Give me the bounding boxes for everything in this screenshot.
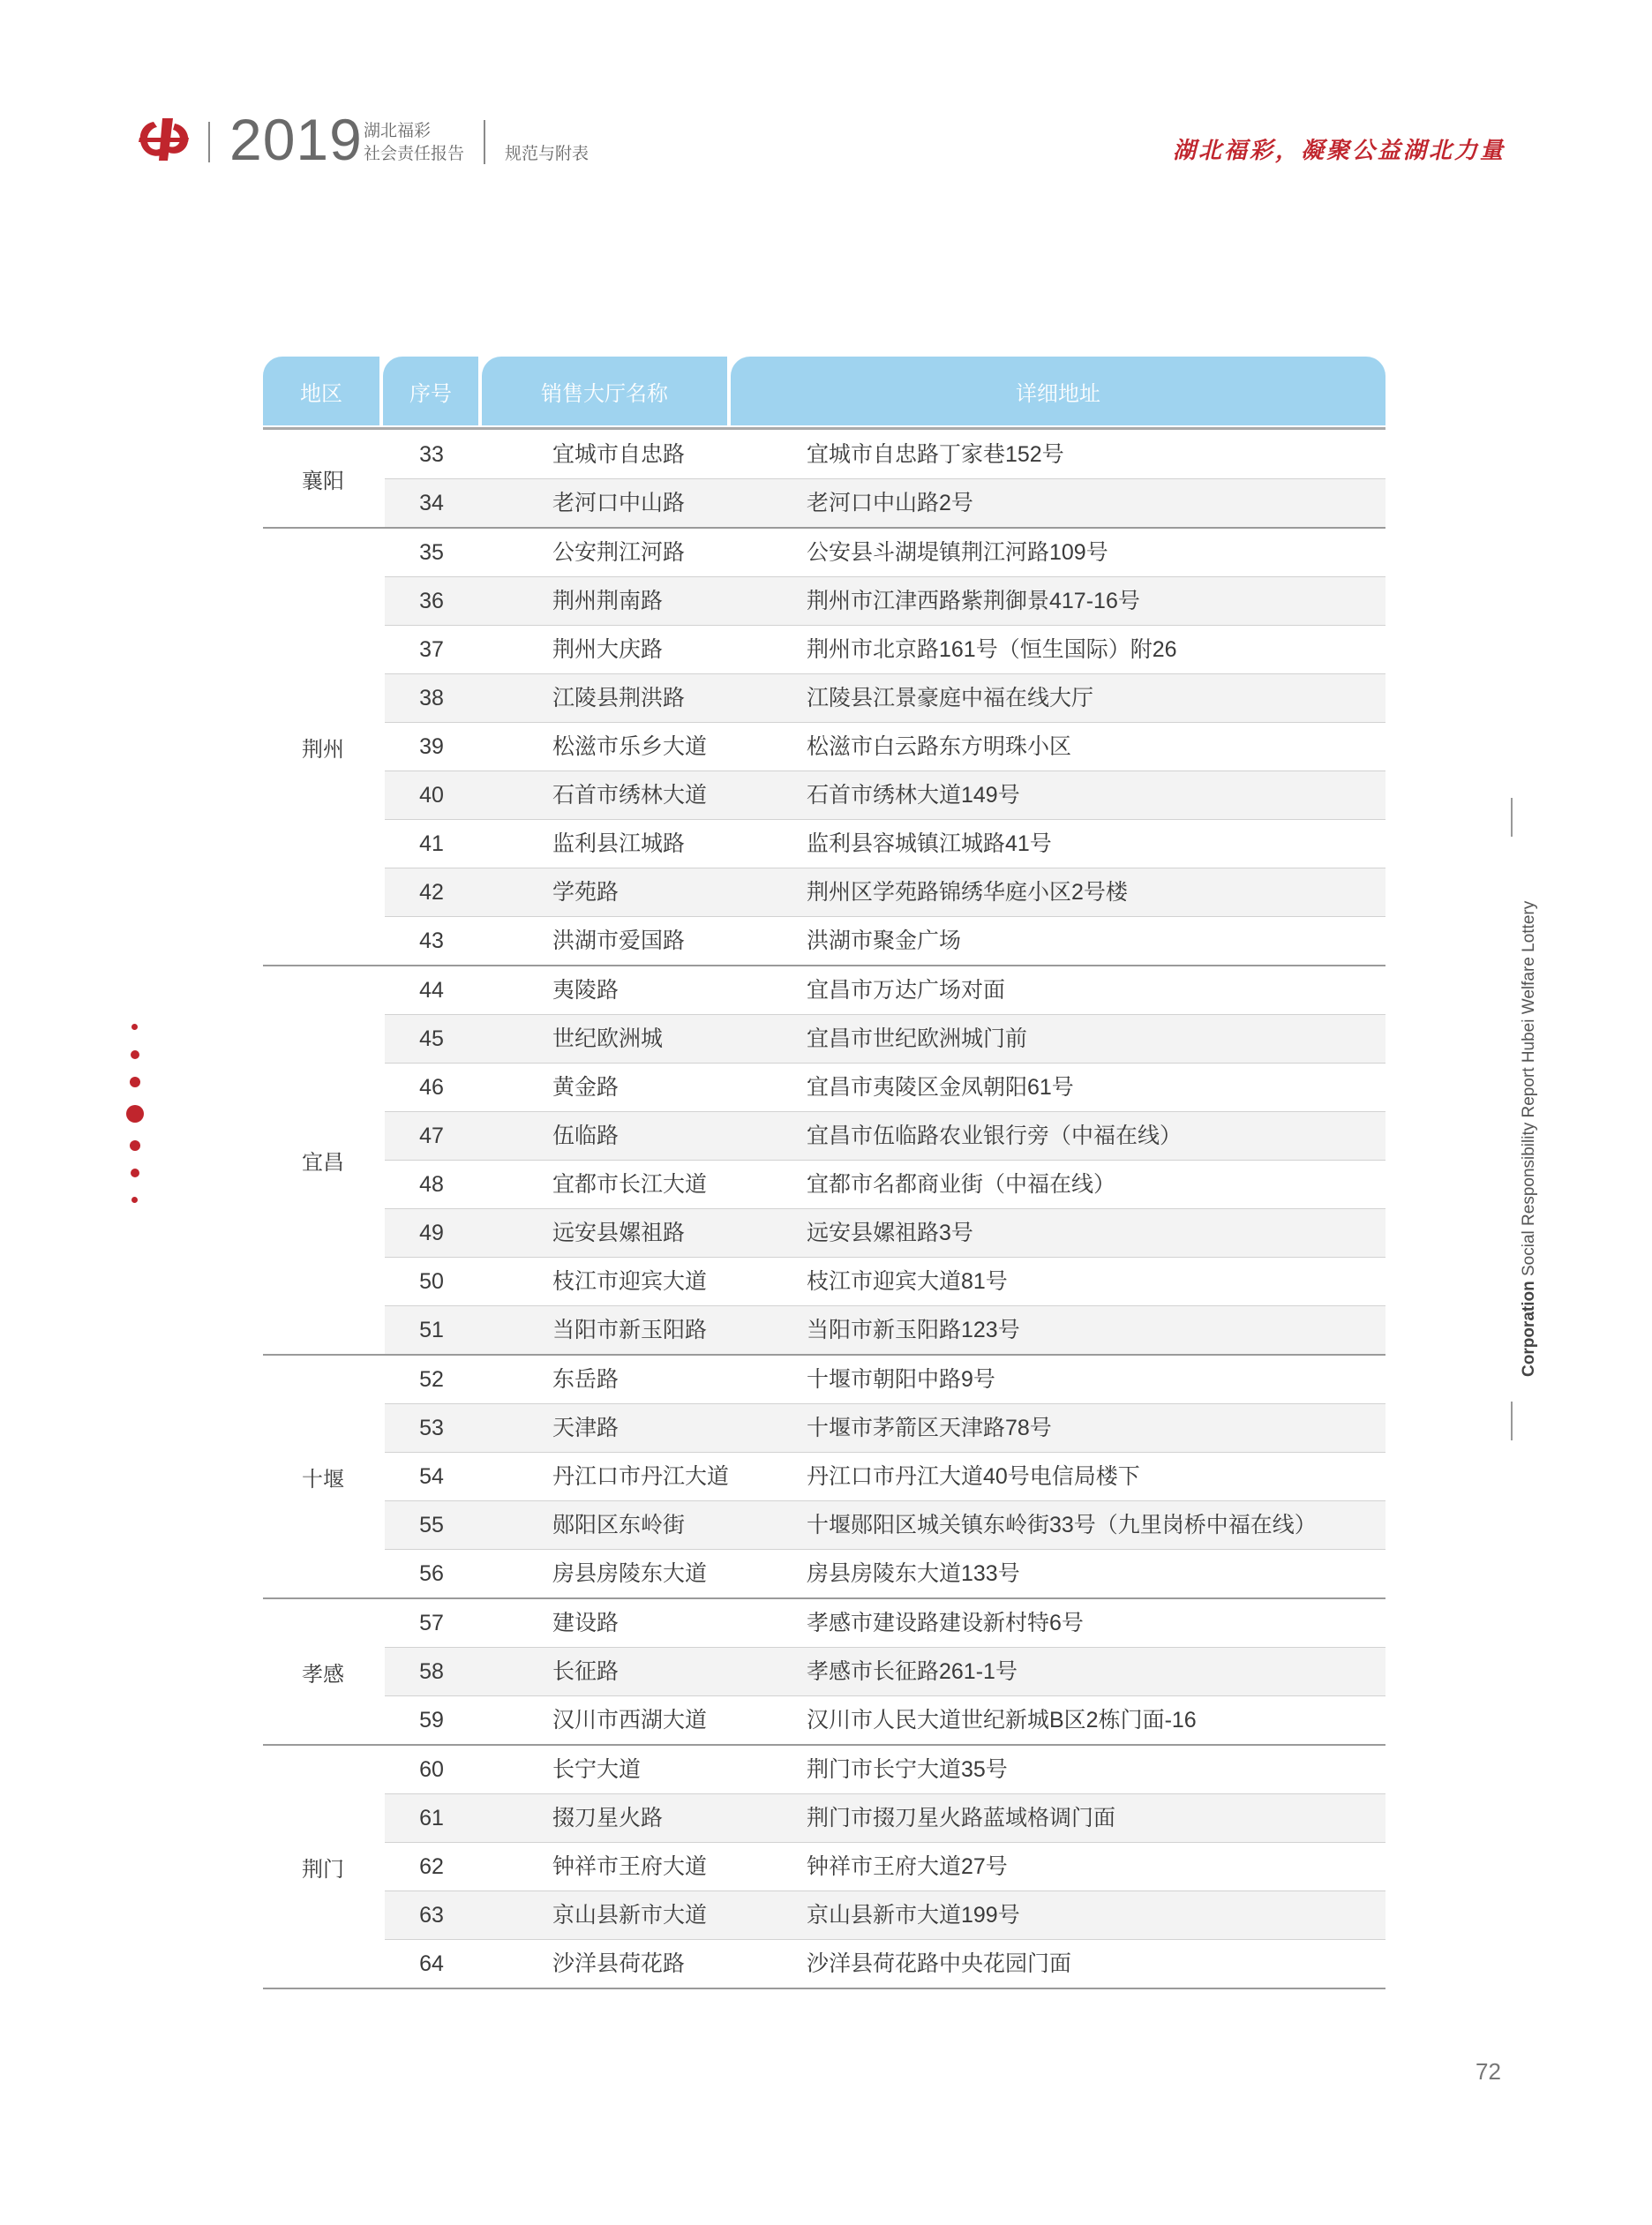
table-row <box>385 1306 1385 1354</box>
table-row <box>385 868 1385 917</box>
row-number: 47 <box>419 1124 444 1148</box>
hall-address: 宜城市自忠路丁家巷152号 <box>807 442 1064 467</box>
table-header <box>263 357 1385 431</box>
hall-address: 老河口中山路2号 <box>807 491 973 515</box>
hall-address: 监利县容城镇江城路41号 <box>807 831 1052 856</box>
row-number: 35 <box>419 540 444 565</box>
hall-address: 宜昌市万达广场对面 <box>807 978 1006 1003</box>
hall-name: 黄金路 <box>552 1075 620 1100</box>
progress-dot <box>131 1169 139 1177</box>
row-number: 55 <box>419 1513 444 1537</box>
region-group <box>263 431 1385 529</box>
table-row <box>385 1746 1385 1794</box>
hall-address: 荆州区学苑路锦绣华庭小区2号楼 <box>807 880 1128 905</box>
hall-name: 江陵县荆洪路 <box>552 686 686 710</box>
hall-name: 老河口中山路 <box>552 491 686 515</box>
welfare-lottery-logo <box>138 117 191 162</box>
hall-address: 远安县嫘祖路3号 <box>807 1221 973 1245</box>
hall-name: 当阳市新玉阳路 <box>552 1318 708 1342</box>
subtitle-line-2: 社会责任报告 <box>364 145 465 163</box>
region-cell: 荆门 <box>302 1857 344 1882</box>
row-number: 57 <box>419 1611 444 1635</box>
table-row <box>385 626 1385 674</box>
region-rows <box>385 529 1385 965</box>
table-row <box>385 1209 1385 1258</box>
progress-dot <box>131 1024 138 1030</box>
hall-address: 汉川市人民大道世纪新城B区2栋门面-16 <box>807 1708 1197 1733</box>
table-row <box>385 1648 1385 1696</box>
region-rows <box>385 1356 1385 1597</box>
region-group <box>263 1356 1385 1599</box>
hall-address: 荆州市北京路161号（恒生国际）附26 <box>807 637 1177 662</box>
table-row <box>385 1015 1385 1064</box>
table-row <box>385 1112 1385 1161</box>
side-caption-rest: Social Responsibility Report Hubei Welfare Lottery <box>1520 900 1538 1282</box>
hall-address: 宜昌市伍临路农业银行旁（中福在线） <box>807 1124 1183 1148</box>
column-header-region: 地区 <box>263 357 379 425</box>
region-cell: 荆州 <box>302 737 344 762</box>
hall-address: 枝江市迎宾大道81号 <box>807 1269 1008 1294</box>
hall-name: 学苑路 <box>552 880 620 905</box>
row-number: 53 <box>419 1416 444 1440</box>
table-row <box>385 1161 1385 1209</box>
hall-name: 世纪欧洲城 <box>552 1026 664 1051</box>
hall-name: 掇刀星火路 <box>552 1806 664 1830</box>
table-row <box>385 1356 1385 1404</box>
hall-address: 房县房陵东大道133号 <box>807 1561 1020 1586</box>
hall-name: 宜都市长江大道 <box>552 1172 708 1197</box>
hall-name: 丹江口市丹江大道 <box>552 1464 730 1489</box>
row-number: 36 <box>419 589 444 613</box>
table-row <box>385 1696 1385 1744</box>
side-caption <box>1520 901 1539 1377</box>
hall-address: 十堰市朝阳中路9号 <box>807 1367 995 1392</box>
hall-name: 京山县新市大道 <box>552 1903 708 1928</box>
column-header-hall-name: 销售大厅名称 <box>482 357 727 425</box>
page-number: 72 <box>1476 2058 1501 2085</box>
region-cell: 孝感 <box>302 1662 344 1687</box>
table-row <box>385 1404 1385 1453</box>
table-row <box>385 771 1385 820</box>
table-row <box>385 529 1385 577</box>
hall-name: 公安荆江河路 <box>552 540 686 565</box>
hall-address: 荆门市掇刀星火路蓝域格调门面 <box>807 1806 1116 1830</box>
hall-name: 东岳路 <box>552 1367 620 1392</box>
report-subtitle <box>364 120 464 166</box>
hall-address: 丹江口市丹江大道40号电信局楼下 <box>807 1464 1140 1489</box>
region-group <box>263 1746 1385 1989</box>
progress-dot <box>130 1140 140 1151</box>
side-caption-bold: Corporation <box>1520 1281 1538 1377</box>
sales-hall-table <box>263 357 1385 1989</box>
hall-name: 长征路 <box>552 1659 620 1684</box>
row-number: 37 <box>419 637 444 662</box>
hall-name: 长宁大道 <box>552 1757 642 1782</box>
hall-name: 沙洋县荷花路 <box>552 1951 686 1976</box>
table-row <box>385 1258 1385 1306</box>
region-cell: 襄阳 <box>302 470 344 493</box>
table-row <box>385 1794 1385 1843</box>
hall-name: 宜城市自忠路 <box>552 442 686 467</box>
hall-address: 宜昌市夷陵区金凤朝阳61号 <box>807 1075 1074 1100</box>
region-rows <box>385 1746 1385 1988</box>
table-row <box>385 917 1385 965</box>
row-number: 41 <box>419 831 444 856</box>
row-number: 60 <box>419 1757 444 1782</box>
hall-name: 天津路 <box>552 1416 620 1440</box>
table-row <box>385 1843 1385 1891</box>
row-number: 42 <box>419 880 444 905</box>
table-row <box>385 820 1385 868</box>
hall-name: 夷陵路 <box>552 978 620 1003</box>
table-row <box>385 1064 1385 1112</box>
hall-name: 钟祥市王府大道 <box>552 1854 708 1879</box>
hall-address: 十堰郧阳区城关镇东岭街33号（九里岗桥中福在线） <box>807 1513 1317 1537</box>
row-number: 48 <box>419 1172 444 1197</box>
region-cell: 宜昌 <box>302 1151 344 1175</box>
region-rows <box>385 1599 1385 1744</box>
hall-address: 公安县斗湖堤镇荆江河路109号 <box>807 540 1108 565</box>
column-header-number: 序号 <box>383 357 478 425</box>
row-number: 38 <box>419 686 444 710</box>
header-divider <box>208 122 210 162</box>
row-number: 63 <box>419 1903 444 1928</box>
hall-address: 孝感市长征路261-1号 <box>807 1659 1017 1684</box>
row-number: 44 <box>419 978 444 1003</box>
table-row <box>385 1940 1385 1988</box>
side-rule-bottom <box>1511 1402 1513 1440</box>
report-year: 2019 <box>229 107 363 172</box>
table-row <box>385 1501 1385 1550</box>
row-number: 54 <box>419 1464 444 1489</box>
hall-name: 远安县嫘祖路 <box>552 1221 686 1245</box>
row-number: 64 <box>419 1951 444 1976</box>
progress-dot <box>131 1197 138 1203</box>
region-rows <box>385 966 1385 1354</box>
table-row <box>385 1891 1385 1940</box>
hall-address: 松滋市白云路东方明珠小区 <box>807 734 1072 759</box>
table-row <box>385 1550 1385 1597</box>
row-number: 49 <box>419 1221 444 1245</box>
row-number: 52 <box>419 1367 444 1392</box>
hall-address: 当阳市新玉阳路123号 <box>807 1318 1020 1342</box>
hall-address: 京山县新市大道199号 <box>807 1903 1020 1928</box>
hall-name: 郧阳区东岭街 <box>552 1513 686 1537</box>
row-number: 46 <box>419 1075 444 1100</box>
hall-address: 钟祥市王府大道27号 <box>807 1854 1008 1879</box>
hall-name: 洪湖市爱国路 <box>552 928 686 953</box>
row-number: 33 <box>419 442 444 467</box>
hall-name: 伍临路 <box>552 1124 620 1148</box>
hall-address: 洪湖市聚金广场 <box>807 928 962 953</box>
region-rows <box>385 431 1385 527</box>
region-group <box>263 529 1385 966</box>
table-row <box>385 431 1385 479</box>
page-progress-dots <box>126 1024 144 1209</box>
subtitle-line-1: 湖北福彩 <box>364 122 432 140</box>
table-row <box>385 674 1385 723</box>
row-number: 45 <box>419 1026 444 1051</box>
hall-name: 汉川市西湖大道 <box>552 1708 708 1733</box>
row-number: 51 <box>419 1318 444 1342</box>
row-number: 40 <box>419 783 444 808</box>
row-number: 39 <box>419 734 444 759</box>
hall-name: 房县房陵东大道 <box>552 1561 708 1586</box>
table-row <box>385 479 1385 527</box>
section-title: 规范与附表 <box>505 145 589 163</box>
table-row <box>385 1599 1385 1648</box>
progress-dot-current <box>126 1105 144 1123</box>
slogan: 湖北福彩，凝聚公益湖北力量 <box>1172 138 1506 164</box>
table-body <box>263 431 1385 1989</box>
hall-address: 宜昌市世纪欧洲城门前 <box>807 1026 1028 1051</box>
hall-address: 荆门市长宁大道35号 <box>807 1757 1008 1782</box>
hall-address: 十堰市茅箭区天津路78号 <box>807 1416 1052 1440</box>
table-row <box>385 577 1385 626</box>
side-rule-top <box>1511 798 1513 837</box>
row-number: 58 <box>419 1659 444 1684</box>
row-number: 62 <box>419 1854 444 1879</box>
header-divider <box>484 120 485 164</box>
row-number: 43 <box>419 928 444 953</box>
hall-name: 建设路 <box>552 1611 620 1635</box>
table-row <box>385 723 1385 771</box>
hall-name: 监利县江城路 <box>552 831 686 856</box>
row-number: 34 <box>419 491 444 515</box>
header-rule <box>263 427 1385 430</box>
region-group <box>263 1599 1385 1746</box>
hall-name: 石首市绣林大道 <box>552 783 708 808</box>
hall-name: 松滋市乐乡大道 <box>552 734 708 759</box>
progress-dot <box>130 1077 140 1087</box>
hall-address: 石首市绣林大道149号 <box>807 783 1020 808</box>
region-cell: 十堰 <box>302 1467 344 1492</box>
row-number: 50 <box>419 1269 444 1294</box>
hall-name: 荆州大庆路 <box>552 637 664 662</box>
hall-address: 江陵县江景豪庭中福在线大厅 <box>807 686 1094 710</box>
hall-name: 枝江市迎宾大道 <box>552 1269 708 1294</box>
hall-address: 孝感市建设路建设新村特6号 <box>807 1611 1084 1635</box>
region-group <box>263 966 1385 1356</box>
column-header-address: 详细地址 <box>731 357 1385 425</box>
hall-address: 沙洋县荷花路中央花园门面 <box>807 1951 1072 1976</box>
row-number: 59 <box>419 1708 444 1733</box>
row-number: 56 <box>419 1561 444 1586</box>
progress-dot <box>131 1050 139 1059</box>
hall-address: 宜都市名都商业街（中福在线） <box>807 1172 1116 1197</box>
hall-name: 荆州荆南路 <box>552 589 664 613</box>
table-row <box>385 966 1385 1015</box>
table-row <box>385 1453 1385 1501</box>
page-header <box>0 0 1652 177</box>
hall-address: 荆州市江津西路紫荆御景417-16号 <box>807 589 1140 613</box>
row-number: 61 <box>419 1806 444 1830</box>
